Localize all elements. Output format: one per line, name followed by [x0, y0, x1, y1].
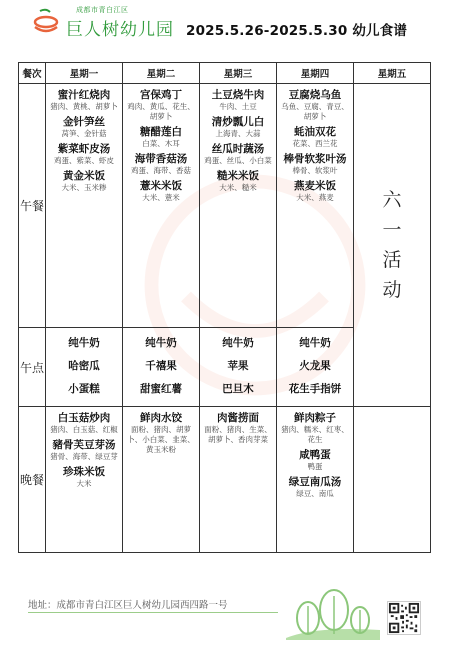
- dish-name: 豆腐烧乌鱼: [288, 89, 342, 101]
- dish-ingredients: 大米、燕麦: [296, 193, 334, 202]
- snack-item: 巴旦木: [222, 383, 254, 395]
- dish-name: 糙米米饭: [217, 170, 259, 182]
- qr-code: [387, 601, 421, 635]
- dish-name: 绿豆南瓜汤: [288, 476, 342, 488]
- dish-name: 白玉菇炒肉: [57, 412, 111, 424]
- dish-ingredients: 上海青、大蒜: [215, 129, 261, 138]
- snack-item: 纯牛奶: [222, 337, 254, 349]
- snack-item: 小蛋糕: [68, 383, 100, 395]
- logo-subtitle: 成都市青白江区: [76, 6, 129, 14]
- activity-char: 一: [382, 219, 402, 241]
- dish-name: 土豆烧牛肉: [211, 89, 265, 101]
- snack-item: 哈密瓜: [68, 360, 100, 372]
- snack-item: 甜蜜红薯: [140, 383, 182, 395]
- dish-ingredients: 绿豆、南瓜: [296, 489, 334, 498]
- dish-name: 糖醋莲白: [140, 126, 182, 138]
- activity-char: 动: [382, 279, 402, 301]
- dish-ingredients: 鸡蛋、海带、香菇: [131, 166, 191, 175]
- dish-ingredients: 牛肉、土豆: [219, 102, 257, 111]
- dinner-friday: [354, 407, 431, 553]
- trees-illustration: [286, 588, 380, 640]
- snack-item: 纯牛奶: [299, 337, 331, 349]
- dish-ingredients: 乌鱼、豆腐、青豆、胡萝卜: [281, 102, 349, 121]
- snack-monday: [46, 328, 123, 407]
- dish-name: 豬骨芙豆芽汤: [52, 439, 116, 451]
- dish-ingredients: 大米、薏米: [142, 193, 180, 202]
- dinner-thursday: [277, 407, 354, 553]
- dish-ingredients: 猪骨、海带、绿豆芽: [50, 452, 118, 461]
- dish-name: 棒骨软浆叶汤: [283, 153, 347, 165]
- header-day: 星期四: [277, 63, 354, 84]
- header-day: 星期二: [123, 63, 200, 84]
- header-day: 星期三: [200, 63, 277, 84]
- dish-name: 肉酱捞面: [217, 412, 259, 424]
- lunch-thursday: [277, 84, 354, 328]
- snack-item: 纯牛奶: [68, 337, 100, 349]
- dish-ingredients: 大米、玉米糁: [61, 183, 107, 192]
- dish-ingredients: 莴笋、金针菇: [61, 129, 107, 138]
- footer-divider: [28, 612, 278, 613]
- dish-name: 薏米米饭: [140, 180, 182, 192]
- menu-table: [18, 62, 431, 553]
- dish-ingredients: 棒骨、软浆叶: [292, 166, 338, 175]
- dinner-tuesday: [123, 407, 200, 553]
- lunch-tuesday: [123, 84, 200, 328]
- meal-label-dinner: 晚餐: [19, 407, 46, 553]
- snack-item: 花生手指饼: [288, 383, 342, 395]
- dish-name: 蚝油双花: [294, 126, 336, 138]
- header-day: 星期五: [354, 63, 431, 84]
- header: [0, 0, 449, 52]
- logo-icon: [32, 8, 60, 34]
- dish-ingredients: 白菜、木耳: [142, 139, 180, 148]
- dish-ingredients: 鸡蛋、紫菜、虾皮: [54, 156, 114, 165]
- snack-item: 苹果: [227, 360, 249, 372]
- header-day: 星期一: [46, 63, 123, 84]
- dinner-wednesday: [200, 407, 277, 553]
- lunch-wednesday: [200, 84, 277, 328]
- dish-ingredients: 大米、糙米: [219, 183, 257, 192]
- lunch-row: [19, 84, 431, 328]
- dinner-row: [19, 407, 431, 553]
- snack-thursday: [277, 328, 354, 407]
- meal-label-lunch: 午餐: [19, 84, 46, 328]
- dish-ingredients: 猪肉、黄桃、胡萝卜: [50, 102, 118, 111]
- dish-ingredients: 鸭蛋: [307, 462, 323, 471]
- dish-ingredients: 面粉、猪肉、胡萝卜、小白菜、韭菜、黄玉米粉: [127, 425, 195, 454]
- dish-ingredients: 面粉、猪肉、生菜、胡萝卜、香肉芽菜: [204, 425, 272, 444]
- activity-char: 活: [382, 249, 402, 271]
- snack-item: 火龙果: [299, 360, 331, 372]
- logo-name: 巨人树幼儿园: [66, 20, 174, 40]
- dish-name: 丝瓜时蔬汤: [211, 143, 265, 155]
- dish-ingredients: 鸡蛋、丝瓜、小白菜: [204, 156, 272, 165]
- meal-label-snack: 午点: [19, 328, 46, 407]
- snack-tuesday: [123, 328, 200, 407]
- lunch-monday: [46, 84, 123, 328]
- dish-name: 黄金米饭: [63, 170, 105, 182]
- dish-ingredients: 猪肉、糯米、红枣、花生: [281, 425, 349, 444]
- dish-ingredients: 鸡肉、黄瓜、花生、胡萝卜: [127, 102, 195, 121]
- dish-name: 清炒瓢儿白: [211, 116, 265, 128]
- snack-item: 千禧果: [145, 360, 177, 372]
- dinner-monday: [46, 407, 123, 553]
- dish-name: 金针笋丝: [63, 116, 105, 128]
- dish-name: 鲜肉水饺: [140, 412, 182, 424]
- dish-name: 宫保鸡丁: [140, 89, 182, 101]
- dish-name: 蜜汁红烧肉: [57, 89, 111, 101]
- activity-char: 六: [382, 189, 402, 211]
- dish-name: 海带香菇汤: [134, 153, 188, 165]
- dish-ingredients: 花菜、西兰花: [292, 139, 338, 148]
- snack-wednesday: [200, 328, 277, 407]
- dish-name: 紫菜虾皮汤: [57, 143, 111, 155]
- address-text: 地址：成都市青白江区巨人树幼儿园西四路一号: [28, 600, 228, 611]
- dish-name: 燕麦米饭: [294, 180, 336, 192]
- header-meal: 餐次: [19, 63, 46, 84]
- snack-item: 纯牛奶: [145, 337, 177, 349]
- dish-ingredients: 猪肉、白玉菇、红椒: [50, 425, 118, 434]
- page-title: 2025.5.26-2025.5.30 幼儿食谱: [186, 23, 408, 39]
- friday-activity: [354, 84, 431, 407]
- dish-name: 珍珠米饭: [63, 466, 105, 478]
- table-header-row: [19, 63, 431, 84]
- dish-ingredients: 大米: [76, 479, 92, 488]
- dish-name: 咸鸭蛋: [299, 449, 331, 461]
- dish-name: 鲜肉粽子: [294, 412, 336, 424]
